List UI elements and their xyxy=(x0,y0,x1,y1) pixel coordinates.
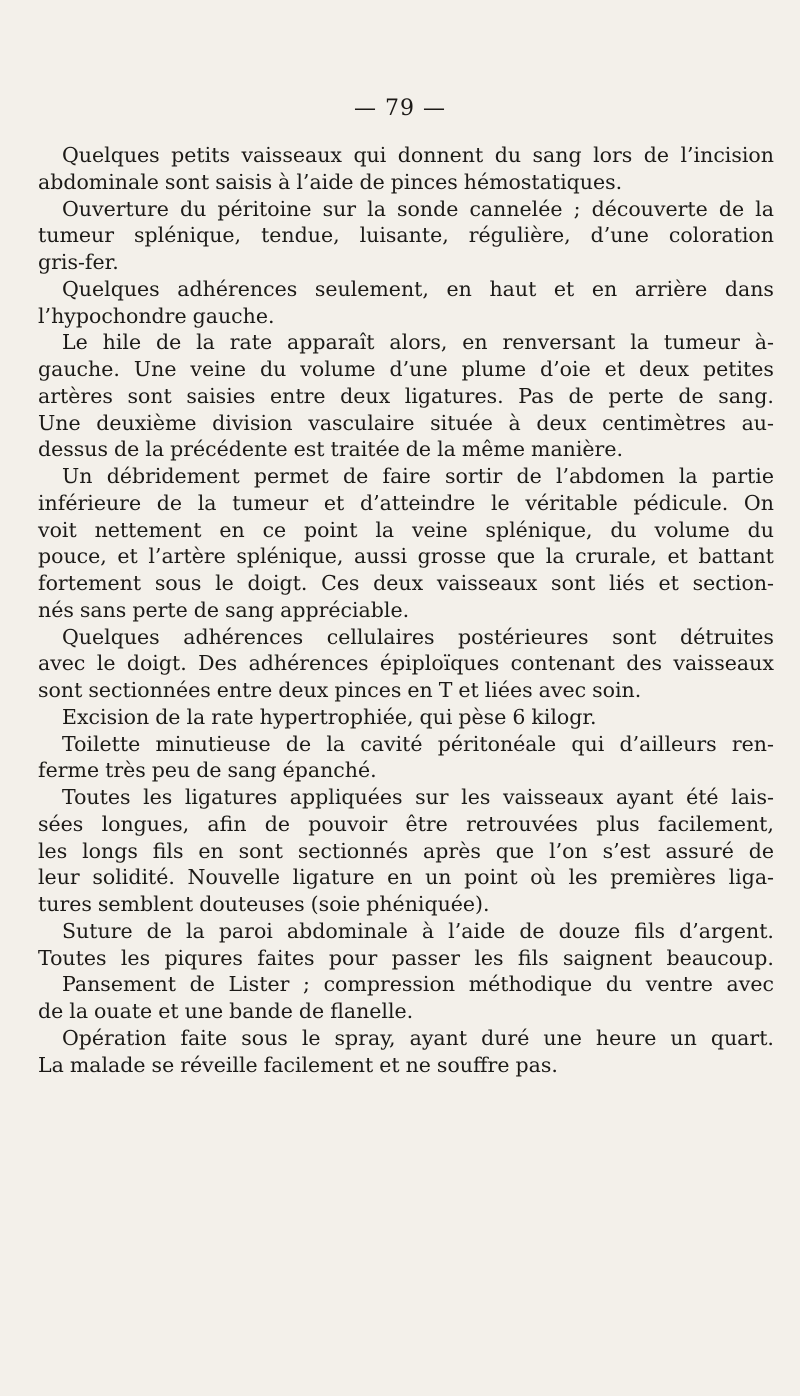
text-line: sont sectionnées entre deux pinces en T et liées avec soin. xyxy=(38,678,642,702)
text-line: pouce, et l’artère splénique, aussi grosse que la crurale, et battant xyxy=(38,544,774,569)
page-number: — 79 — xyxy=(354,96,446,121)
text-line: Quelques petits vaisseaux qui donnent du sang lors de l’incision xyxy=(62,143,774,167)
text-line: Ouverture du péritoine sur la sonde cannelée ; découverte de la xyxy=(62,196,774,221)
text-line: Un débridement permet de faire sortir de l’abdomen la partie xyxy=(62,464,774,488)
text-line: Opération faite sous le spray, ayant duré une heure un quart. xyxy=(62,1025,774,1050)
text-line: abdominale sont saisis à l’aide de pinces hémostatiques. xyxy=(38,169,623,194)
text-line: les longs fils en sont sectionnés après que l’on s’est assuré de xyxy=(38,838,774,863)
text-line: dessus de la précédente est traitée de la même manière. xyxy=(38,437,623,462)
text-line: avec le doigt. Des adhérences épiploïques contenant des vaisseaux xyxy=(38,651,774,676)
text-line: nés sans perte de sang appréciable. xyxy=(38,597,410,622)
body-text xyxy=(38,142,774,1078)
text-line: Toutes les ligatures appliquées sur les vaisseaux ayant été lais- xyxy=(62,785,774,809)
text-line: ferme très peu de sang épanché. xyxy=(38,758,377,783)
text-line: voit nettement en ce point la veine splénique, du volume du xyxy=(38,517,774,542)
text-line: tumeur splénique, tendue, luisante, régulière, d’une coloration xyxy=(38,223,774,248)
text-line: fortement sous le doigt. Ces deux vaisseaux sont liés et section- xyxy=(38,571,774,595)
text-line: tures semblent douteuses (soie phéniquée). xyxy=(38,892,490,916)
text-line: Suture de la paroi abdominale à l’aide de douze fils d’argent. xyxy=(62,918,774,943)
text-line: Toutes les piqures faites pour passer les fils saignent beaucoup. xyxy=(38,945,774,970)
text-line: gris-fer. xyxy=(38,250,119,274)
text-line: sées longues, afin de pouvoir être retrouvées plus facilement, xyxy=(38,811,774,836)
text-line: Toilette minutieuse de la cavité péritonéale qui d’ailleurs ren- xyxy=(62,731,774,756)
text-line: de la ouate et une bande de flanelle. xyxy=(38,999,414,1023)
text-line: artères sont saisies entre deux ligatures. Pas de perte de sang. xyxy=(38,383,774,408)
text-line: Pansement de Lister ; compression méthodique du ventre avec xyxy=(62,972,774,997)
text-line: Le hile de la rate apparaît alors, en renversant la tumeur à- xyxy=(62,330,774,355)
text-line: leur solidité. Nouvelle ligature en un point où les premières liga- xyxy=(38,865,774,890)
text-line: La malade se réveille facilement et ne souffre pas. xyxy=(38,1052,558,1077)
text-line: Quelques adhérences seulement, en haut et en arrière dans xyxy=(62,276,774,301)
text-line: Une deuxième division vasculaire située à deux centimètres au- xyxy=(38,410,774,435)
text-line: Excision de la rate hypertrophiée, qui pèse 6 kilogr. xyxy=(62,704,597,729)
text-line: gauche. Une veine du volume d’une plume d’oie et deux petites xyxy=(38,357,774,381)
text-line: Quelques adhérences cellulaires postérieures sont détruites xyxy=(62,624,774,649)
text-line: l’hypochondre gauche. xyxy=(38,303,275,328)
text-line: inférieure de la tumeur et d’atteindre le véritable pédicule. On xyxy=(38,490,774,515)
